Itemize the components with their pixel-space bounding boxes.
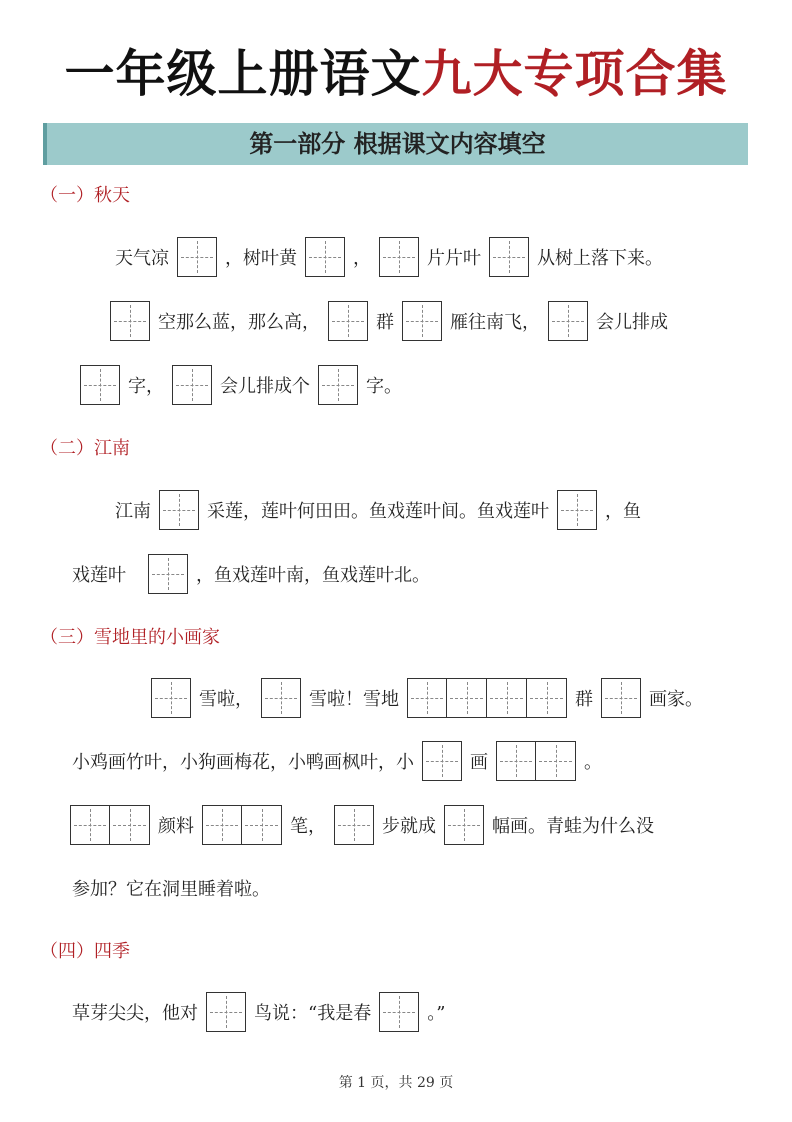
answer-box[interactable] — [444, 805, 484, 845]
page-title — [0, 38, 792, 110]
answer-box[interactable] — [527, 678, 567, 718]
answer-box[interactable] — [305, 237, 345, 277]
exercise-line — [72, 866, 270, 910]
section-heading-snow-painters: （三）雪地里的小画家 — [40, 627, 220, 648]
answer-box[interactable] — [318, 365, 358, 405]
section-heading-jiangnan: （二）江南 — [40, 438, 130, 459]
line-text: 天气凉 — [115, 248, 169, 269]
answer-box-group — [496, 741, 576, 781]
answer-box[interactable] — [379, 237, 419, 277]
exercise-line — [115, 488, 641, 532]
answer-box[interactable] — [172, 365, 212, 405]
exercise-line — [143, 676, 703, 720]
line-text: 步就成 — [382, 816, 436, 837]
answer-box-group — [407, 678, 567, 718]
answer-box[interactable] — [402, 301, 442, 341]
answer-box[interactable] — [159, 490, 199, 530]
answer-box[interactable] — [110, 301, 150, 341]
answer-box[interactable] — [148, 554, 188, 594]
answer-box[interactable] — [601, 678, 641, 718]
exercise-line — [72, 990, 445, 1034]
answer-box[interactable] — [110, 805, 150, 845]
line-text: 雪啦！雪地 — [309, 689, 399, 710]
answer-box[interactable] — [202, 805, 242, 845]
line-text: 鸟说：“我是春 — [254, 1003, 372, 1024]
answer-box[interactable] — [496, 741, 536, 781]
answer-box[interactable] — [489, 237, 529, 277]
answer-box[interactable] — [328, 301, 368, 341]
line-text: 采莲，莲叶何田田。鱼戏莲叶间。鱼戏莲叶 — [207, 501, 549, 522]
line-text: 画家。 — [649, 689, 703, 710]
line-text: ， — [353, 248, 371, 269]
answer-box[interactable] — [557, 490, 597, 530]
line-text: ，鱼戏莲叶南，鱼戏莲叶北。 — [196, 565, 430, 586]
line-text: ，树叶黄 — [225, 248, 297, 269]
line-text: 雁往南飞， — [450, 312, 540, 333]
answer-box[interactable] — [242, 805, 282, 845]
line-text: 草芽尖尖，他对 — [72, 1003, 198, 1024]
line-text: 群 — [575, 689, 593, 710]
answer-box[interactable] — [151, 678, 191, 718]
line-text: 幅画。青蛙为什么没 — [492, 816, 654, 837]
exercise-line — [102, 299, 668, 343]
line-text: 。 — [584, 752, 602, 773]
line-text: 戏莲叶 — [72, 565, 126, 586]
answer-box[interactable] — [422, 741, 462, 781]
line-text: 片片叶 — [427, 248, 481, 269]
line-text: 颜料 — [158, 816, 194, 837]
answer-box[interactable] — [407, 678, 447, 718]
line-text: 小鸡画竹叶，小狗画梅花，小鸭画枫叶，小 — [72, 752, 414, 773]
line-text: 雪啦， — [199, 689, 253, 710]
line-text: 群 — [376, 312, 394, 333]
line-text: 笔， — [290, 816, 326, 837]
line-text: 画 — [470, 752, 488, 773]
answer-box-group — [202, 805, 282, 845]
section-heading-four-seasons: （四）四季 — [40, 941, 130, 962]
answer-box[interactable] — [379, 992, 419, 1032]
answer-box[interactable] — [261, 678, 301, 718]
exercise-line — [72, 739, 602, 783]
part-banner: 第一部分 根据课文内容填空 — [43, 123, 748, 165]
answer-box[interactable] — [487, 678, 527, 718]
page-number-footer: 第 1 页，共 29 页 — [338, 1075, 454, 1091]
line-text: 会儿排成 — [596, 312, 668, 333]
answer-box[interactable] — [548, 301, 588, 341]
line-text: 会儿排成个 — [220, 376, 310, 397]
answer-box[interactable] — [447, 678, 487, 718]
line-text: 江南 — [115, 501, 151, 522]
line-text: 字， — [128, 376, 164, 397]
line-text: 空那么蓝，那么高， — [158, 312, 320, 333]
answer-box[interactable] — [177, 237, 217, 277]
exercise-line — [62, 803, 654, 847]
answer-box[interactable] — [70, 805, 110, 845]
answer-box-group — [70, 805, 150, 845]
line-text: 从树上落下来。 — [537, 248, 663, 269]
exercise-line — [72, 363, 402, 407]
answer-box[interactable] — [334, 805, 374, 845]
answer-box[interactable] — [206, 992, 246, 1032]
title-black-part: 一年级上册语文 — [64, 45, 422, 103]
section-heading-autumn: （一）秋天 — [40, 185, 130, 206]
answer-box[interactable] — [536, 741, 576, 781]
exercise-line — [115, 235, 663, 279]
line-text: 。” — [427, 1003, 446, 1024]
answer-box[interactable] — [80, 365, 120, 405]
line-text: 参加？它在洞里睡着啦。 — [72, 879, 270, 900]
exercise-line — [72, 552, 430, 596]
line-text: ，鱼 — [605, 501, 641, 522]
title-red-part: 九大专项合集 — [421, 45, 728, 103]
line-text: 字。 — [366, 376, 402, 397]
